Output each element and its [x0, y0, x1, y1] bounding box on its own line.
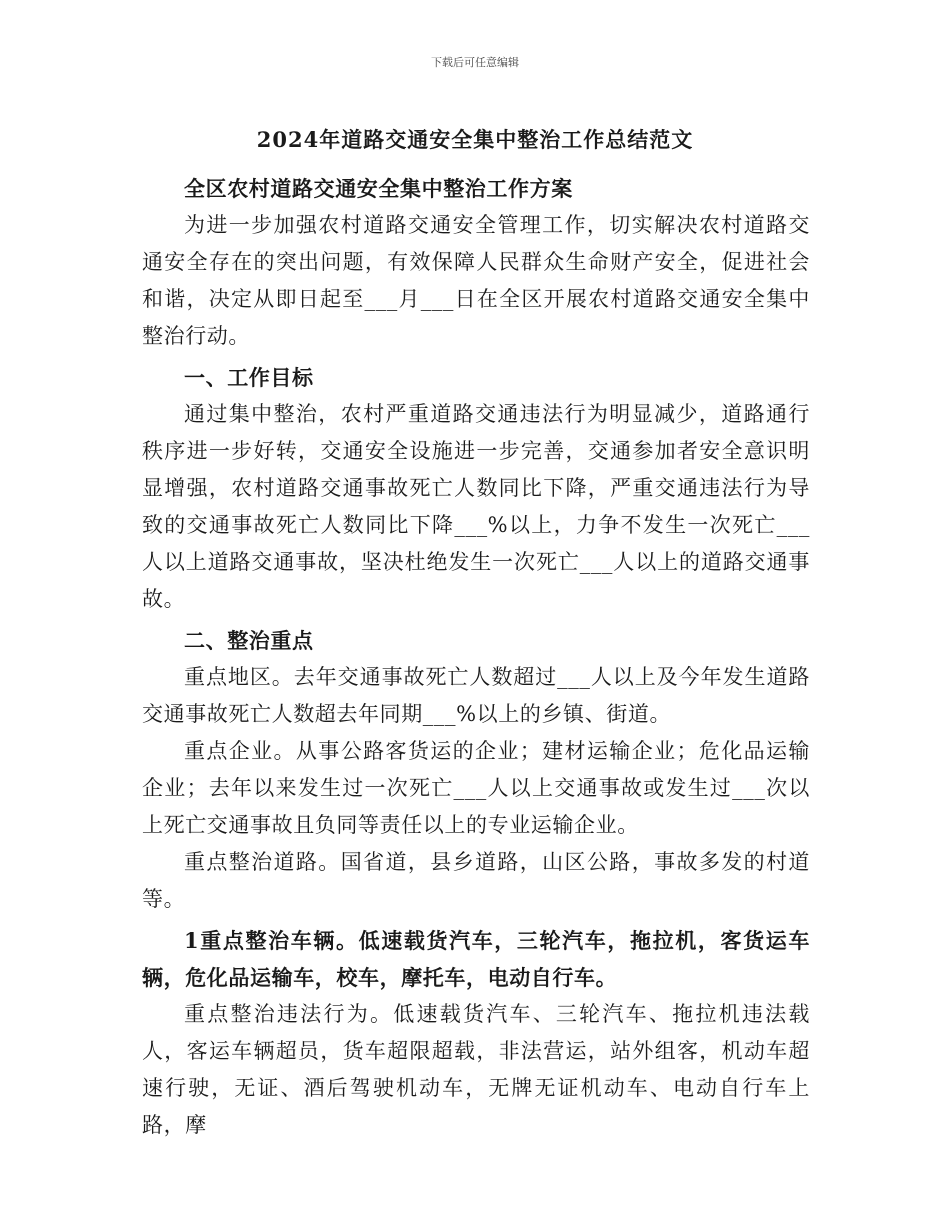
focus-roads-paragraph: 重点整治道路。国省道，县乡道路，山区公路，事故多发的村道等。 [142, 850, 810, 911]
section-heading-focus: 二、整治重点 [184, 628, 314, 653]
goals-paragraph: 通过集中整治，农村严重道路交通违法行为明显减少，道路通行秩序进一步好转，交通安全设施进一步完善，交通参加者安全意识明显增强，农村道路交通事故死亡人数同比下降，严重交通违法行为导致的交通事故死亡人数同比下降___%以上，力争不发生一次死亡___人以上道路交通事故，坚决杜绝发生一次死亡___人以上的道路交通事故。 [142, 402, 810, 611]
focus-violations-paragraph: 重点整治违法行为。低速载货汽车、三轮汽车、拖拉机违法载人，客运车辆超员，货车超限超载，非法营运，站外组客，机动车超速行驶，无证、酒后驾驶机动车，无牌无证机动车、电动自行车上路，摩 [142, 1002, 810, 1137]
section-heading-goals: 一、工作目标 [184, 365, 314, 390]
document-body [142, 170, 810, 1144]
focus-enterprises-paragraph: 重点企业。从事公路客货运的企业；建材运输企业；危化品运输企业；去年以来发生过一次死亡___人以上交通事故或发生过___次以上死亡交通事故且负同等责任以上的专业运输企业。 [142, 739, 810, 837]
intro-paragraph: 为进一步加强农村道路交通安全管理工作，切实解决农村道路交通安全存在的突出问题，有效保障人民群众生命财产安全，促进社会和谐，决定从即日起至___月___日在全区开展农村道路交通安全集中整治行动。 [142, 213, 810, 348]
header-note: 下载后可任意编辑 [431, 56, 519, 69]
plan-heading: 全区农村道路交通安全集中整治工作方案 [184, 176, 573, 201]
document-title: 2024年道路交通安全集中整治工作总结范文 [256, 127, 694, 152]
focus-vehicles-paragraph: 1重点整治车辆。低速载货汽车，三轮汽车，拖拉机，客货运车辆，危化品运输车，校车，摩托车，电动自行车。 [142, 928, 810, 990]
focus-areas-paragraph: 重点地区。去年交通事故死亡人数超过___人以上及今年发生道路交通事故死亡人数超去年同期___%以上的乡镇、街道。 [142, 665, 810, 726]
